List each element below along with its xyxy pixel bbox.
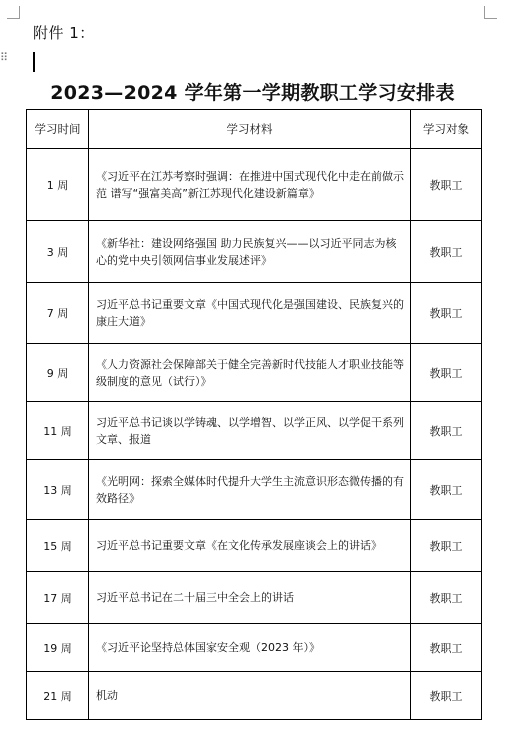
material-cell: 习近平总书记谈以学铸魂、以学增智、以学正风、以学促干系列文章、报道 xyxy=(89,402,411,460)
audience-cell: 教职工 xyxy=(411,344,482,402)
audience-cell: 教职工 xyxy=(411,221,482,283)
text-cursor xyxy=(33,52,35,72)
material-cell: 《光明网：探索全媒体时代提升大学生主流意识形态微传播的有效路径》 xyxy=(89,460,411,520)
week-cell: 15 周 xyxy=(27,520,89,572)
material-cell: 习近平总书记重要文章《在文化传承发展座谈会上的讲话》 xyxy=(89,520,411,572)
material-cell: 习近平总书记在二十届三中全会上的讲话 xyxy=(89,572,411,624)
audience-cell: 教职工 xyxy=(411,672,482,720)
week-cell: 9 周 xyxy=(27,344,89,402)
table-row xyxy=(27,149,482,221)
table-row xyxy=(27,402,482,460)
page-corner-mark-left xyxy=(7,6,20,19)
header-study-material: 学习材料 xyxy=(89,110,411,149)
audience-cell: 教职工 xyxy=(411,283,482,344)
page-corner-mark-right xyxy=(484,6,497,19)
material-cell: 《习近平在江苏考察时强调：在推进中国式现代化中走在前做示范 谱写“强富美高”新江苏现代化建设新篇章》 xyxy=(89,149,411,221)
material-cell: 习近平总书记重要文章《中国式现代化是强国建设、民族复兴的康庄大道》 xyxy=(89,283,411,344)
table-row xyxy=(27,520,482,572)
week-cell: 17 周 xyxy=(27,572,89,624)
table-row xyxy=(27,344,482,402)
table-row xyxy=(27,672,482,720)
table-move-handle-icon[interactable]: ⠿ xyxy=(0,51,8,64)
material-cell: 《习近平论坚持总体国家安全观（2023 年）》 xyxy=(89,624,411,672)
table-header-row xyxy=(27,110,482,149)
study-schedule-table xyxy=(26,109,482,720)
week-cell: 3 周 xyxy=(27,221,89,283)
table-row xyxy=(27,624,482,672)
audience-cell: 教职工 xyxy=(411,624,482,672)
audience-cell: 教职工 xyxy=(411,572,482,624)
audience-cell: 教职工 xyxy=(411,402,482,460)
attachment-label: 附件 1： xyxy=(33,24,95,42)
table-row xyxy=(27,221,482,283)
document-title: 2023—2024 学年第一学期教职工学习安排表 xyxy=(50,82,455,104)
week-cell: 21 周 xyxy=(27,672,89,720)
audience-cell: 教职工 xyxy=(411,460,482,520)
audience-cell: 教职工 xyxy=(411,520,482,572)
material-cell: 《人力资源社会保障部关于健全完善新时代技能人才职业技能等级制度的意见（试行）》 xyxy=(89,344,411,402)
week-cell: 1 周 xyxy=(27,149,89,221)
week-cell: 19 周 xyxy=(27,624,89,672)
header-study-time: 学习时间 xyxy=(27,110,89,149)
material-cell: 机动 xyxy=(89,672,411,720)
week-cell: 11 周 xyxy=(27,402,89,460)
table-row xyxy=(27,572,482,624)
week-cell: 7 周 xyxy=(27,283,89,344)
table-row xyxy=(27,283,482,344)
audience-cell: 教职工 xyxy=(411,149,482,221)
week-cell: 13 周 xyxy=(27,460,89,520)
material-cell: 《新华社：建设网络强国 助力民族复兴——以习近平同志为核心的党中央引领网信事业发展述评》 xyxy=(89,221,411,283)
header-study-audience: 学习对象 xyxy=(411,110,482,149)
table-row xyxy=(27,460,482,520)
